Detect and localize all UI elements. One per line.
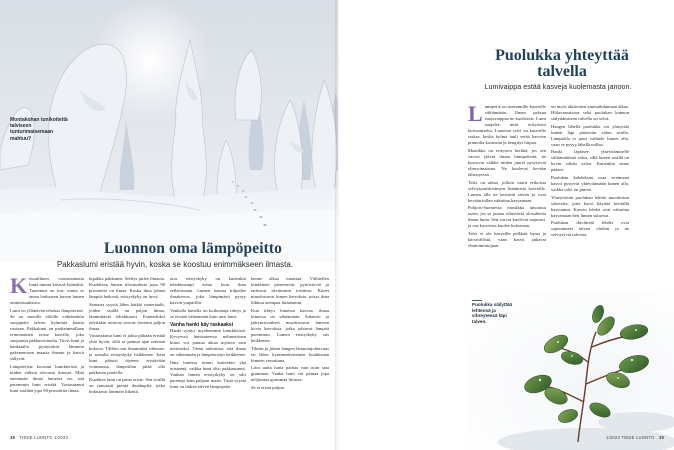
page-footer-right — [606, 435, 664, 440]
paragraph: euraillinen vastasatanutta lunta tuntuu käsissä kylmältä. Tuntemus on tosi, mutta se antaa harhaisen kuvan lumen ominaisuuksista. — [10, 276, 84, 306]
photo-caption: Montakohan tunikoitettä talviseen tunturimaisemaan mahtuu? — [10, 117, 68, 142]
paragraph: Talvi on aikaa, jolloin vaatii erikoista selviytymiskeinojen lisäämistä kasveille. Lumen alla ne kestävät talven ja ovat kevään tullen valmiina kasvamaan. — [468, 179, 546, 203]
paragraph: Talvi ei ole kasveille pelkkää lepoa ja kärsivällistä, vaan kasvit jatkavat elintoimintojaan. — [468, 230, 546, 249]
page-number: 39 — [658, 435, 664, 440]
issue-number: 1/2023 — [54, 435, 69, 440]
paragraph: Puolukan kahdeksan osaa avaimena kasvit pystyvät yhteyttämään lumen alla, vaikka talvi on pimeä. — [551, 175, 629, 193]
text-column-4 — [251, 276, 329, 392]
right-page — [338, 0, 674, 450]
paragraph: Samasta syystä lähes kaikki materiaalit, joiden sisällä on paljon ilmaa, lämmittävät tehokkaasti. Esimerkiksi talvitakin untuvat sitovat itseensä paljon ilmaa. — [89, 301, 165, 331]
paragraph: Litra uutta lunta painaa vain noin sata grammaa. Vanha lumi voi painaa jopa neljäsataa grammaa litrassa. — [251, 365, 329, 383]
paragraph: Hanki läpäisee yhteyttämiselle välttämätöntä valoa, sillä lumen sisällä on hyvin vähän valoa. Kuitenkin sinne pääsee. — [551, 149, 629, 173]
paragraph: Pohjois-Suomessa mustikka tuhoutuu usein, jos se joutuu vihertäviä olosuhteita ilman lunta. Sen varvut kuolevat nopeasti, ja osa kasveista kuolee kokonaan. — [468, 205, 546, 229]
paragraph: Puolukan ikivihreät lehdet ovat sopeutuneet talven oloihin ja ne selviytyvät talvesta. — [551, 220, 629, 238]
paragraph: Kuohkea lumi on paras eriste. Sen sisällä on runsaasti pieniä ilmakuplia, jotka hidastavat lämmön liikettä. — [89, 377, 165, 395]
left-page — [0, 0, 336, 450]
paragraph: Tiheän ja jäisen hangen lämmönjohtavuus on lähes kymmenkertainen kuohkeaan lumeen verrattuna. — [251, 345, 329, 363]
lingonberry-photo — [468, 292, 674, 450]
drop-cap: K — [10, 273, 28, 298]
paragraph: Ilma lumissa toimii kuitenkin yhä eristeenä, vaikka lumi olisi pakkautunut. Vanhan lumen eristyskyky on silti parempi kuin paljaan maan. Tästä syystä lumi on tärkeä talven lämpöpeite. — [170, 359, 246, 389]
page-footer-left — [10, 435, 68, 440]
paragraph: Hangen lähellä puolukka voi yhteyttää lumen läpi pääsevän valon avulla. Lämpötila ei juuri vaihtele lumen alla, vaan se pysyy lähellä nollaa. — [551, 123, 629, 147]
article-subtitle: Lumivaippa estää kasveja kuolemasta janoon. — [484, 82, 632, 91]
page-gutter — [335, 0, 339, 450]
paragraph: Vanhalla lumella on korkeampi tiheys ja se eristää vähemmän kuin uusi lumi. — [170, 307, 246, 319]
paragraph: Vastasatanut lumi ei jaksa pitkään eristää yhtä hyvin, sillä se painuu ajan mittaan kokoon. Tällöin sen ilmamäärä vähenee, ja samalla eristyskyky heikkenee. Jotta lumi pääsisi täyteen eristävään voimaansa, lämpötilan pitää olla pakkasen puolella. — [89, 333, 165, 375]
text-column-2 — [551, 104, 629, 240]
text-column-1 — [468, 101, 546, 251]
drop-cap: L — [468, 101, 483, 126]
magazine-name: TIEDE LUONTO — [621, 435, 655, 440]
paragraph: Mustikka on erityisen herkkä: jos sen varvut jäävät ilman lumipeitettä, ne kuivuvat vaikka niiden juuret pysyisivät elinvoimaisina. Ne kuolevat kevään lähestyessä. — [468, 147, 546, 178]
photo-caption: Puolukka säilyttää lehtensä ja vihreytensä läpi talven. — [472, 300, 518, 324]
paragraph: Lämpöeriste koostuu lumikiteistä ja niiden välissä olevasta ilmasta. Mitä enemmän ilmaa lumessa on, sitä paremmin lumi eristää. Vastasatanut lumi sisältää jopa 90 prosenttia ilmaa. — [10, 363, 84, 393]
page-number: 38 — [10, 435, 16, 440]
article-title: Luonnon oma lämpöpeitto — [104, 240, 282, 257]
paragraph: umipeite on useimmille kasveille välttämätön. Ilman paksua suojavaippaa ne kuolisivat. Lumi suojelee niitä erityisesti kuivumiselta. Lumeton talvi on kasveille raskas, koska kylmä tuuli vetää kasvien pinnoilta kosteutta ja hengitys hiipuu. — [468, 104, 546, 146]
text-column-1 — [10, 273, 84, 395]
paragraph: Se ei eristä paljon. — [251, 384, 285, 390]
paragraph: on myös aktiivinen ainesaihduntaan alkaa. Hiilavaaraisuus sekä puolukan kunnon säilyttämiseen talvella on selvä. — [551, 104, 629, 122]
issue-number: 1/2023 — [605, 435, 620, 440]
article-subtitle: Pakkaslumi eristää hyvin, koska se koostuu enimmäkseen ilmasta. — [56, 260, 294, 269]
paragraph: Kun tiheys lumessa kasvaa, ilmaa lumessa on vähemmän. Sulamis- ja jäätymisvaiheet muodostavat lumeen kovia kerroksia, jotka johtavat lämpöä paremmin. Lumen eristyskyky siis heikkenee. — [251, 307, 329, 343]
article-title: Puolukka yhteyttää talvella — [495, 47, 629, 80]
text-column-3 — [170, 276, 246, 391]
paragraph: Lumi on yllättävän tehokas lämpöeriste. Se on monille eliöille välttämätön suojapeite talven kylmintä kautta vastaan. Pakkalumi on parhaimmillaan erinomainen eriste kasville, joka suojautuu pakkasviimalta. Tiivis lumi ja hankiaalto pysäyttävät lämmön pakenemisen maasta ilmaan ja kasvit säilyvät. — [10, 307, 84, 362]
paragraph: Yhteyttävän puolukan lehtiin muodostuu sokereita, joita kasvi käyttää keväällä kasvuunsa. Kasvin lehdet ovat valmiina kasvamaan heti lumen sulaessa. — [551, 194, 629, 218]
magazine-name: TIEDE LUONTO — [19, 435, 53, 440]
subheading: Vanha hanki käy raskaaksi — [170, 321, 234, 328]
text-column-2 — [89, 276, 165, 397]
paragraph: kipakka pakkanen. Selitys piilee ilmassa. Kuohkean lumen tilavuudesta jopa 90 prosenttia on ilmaa. Koska ilma johtaa lämpöä heikosti, eristyskyky on hyvä. — [89, 276, 165, 300]
paragraph: kenne alkaa muuttua. Välittellen lumikiteet pienenevät, pyöristyvät ja tarttuvat tiiviimmin toisiinsa. Kiteet muodostavat lumen kerroksia, joissa ilma liikkuu aiempaa hitaammin. — [251, 276, 329, 306]
paragraph: Hanki syntyy myöhemmin lumikiteistä. Kevyessä lumisateessa nelimetrinen kinos voi painua aikaa myöten vain metriseksi. Tämä tarkoittaa, että ilmaa on vähemmän ja lämpöeristys heikkenee. — [170, 327, 246, 358]
paragraph: arra eristyskyky on kuitenkin tehokkaampi eriste kuin ilma sellaisenaan. Lumen kanssa kilpailee ilmakerros, joka lämpimästi pysyy kasvin ympärillä. — [170, 276, 246, 306]
